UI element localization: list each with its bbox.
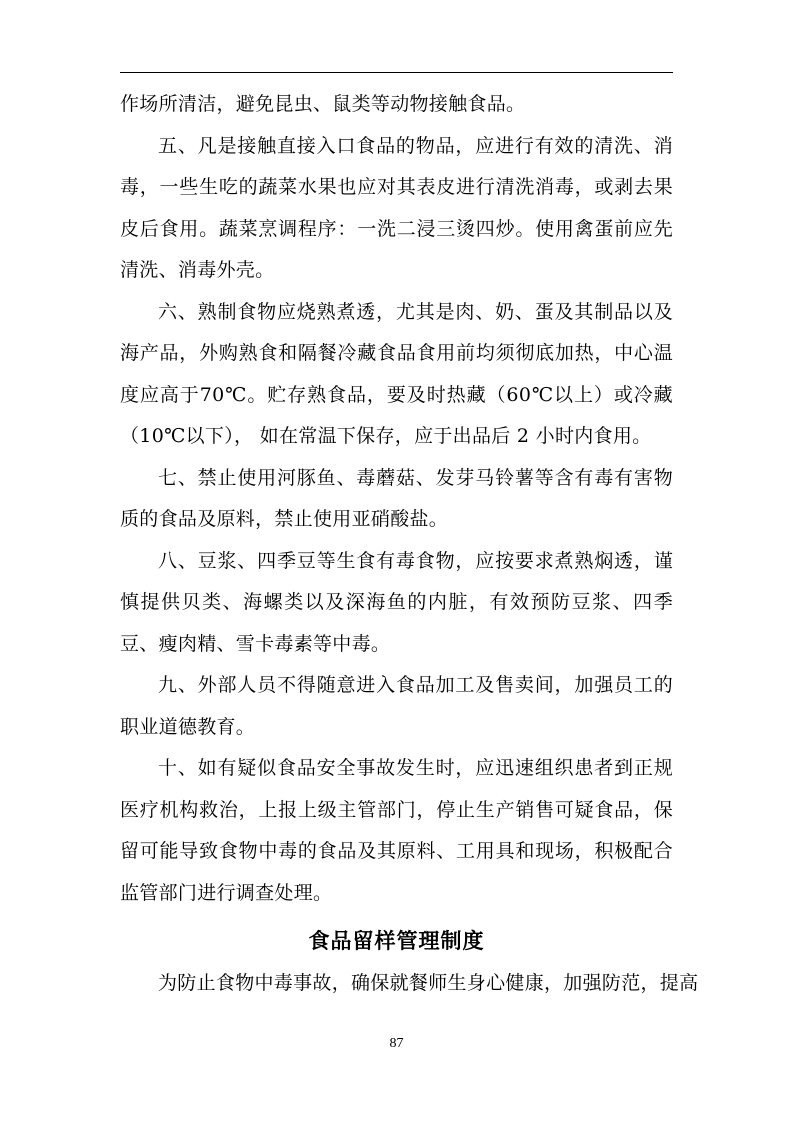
paragraph-item-8: 八、豆浆、四季豆等生食有毒食物，应按要求煮熟焖透，谨慎提供贝类、海螺类以及深海鱼的内脏，有效预防豆浆、四季豆、瘦肉精、雪卡毒素等中毒。 <box>120 549 673 655</box>
page-number: 87 <box>389 1036 404 1051</box>
intro-paragraph: 为防止食物中毒事故，确保就餐师生身心健康，加强防范，提高 <box>158 972 699 994</box>
paragraph-item-9: 九、外部人员不得随意进入食品加工及售卖间，加强员工的职业道德教育。 <box>120 674 673 738</box>
paragraph-continuation: 作场所清洁，避免昆虫、鼠类等动物接触食品。 <box>120 93 526 115</box>
paragraph-item-10: 十、如有疑似食品安全事故发生时，应迅速组织患者到正规医疗机构救治，上报上级主管部门，停止生产销售可疑食品，保留可能导致食物中毒的食品及其原料、工用具和现场，积极配合监管部门进行调查处理。 <box>120 757 673 904</box>
paragraph-item-5: 五、凡是接触直接入口食品的物品，应进行有效的清洗、消毒，一些生吃的蔬菜水果也应对其表皮进行清洗消毒，或剥去果皮后食用。蔬菜烹调程序：一洗二浸三烫四炒。使用禽蛋前应先清洗、消毒外壳。 <box>120 134 673 281</box>
paragraph-item-6: 六、熟制食物应烧熟煮透，尤其是肉、奶、蛋及其制品以及海产品，外购熟食和隔餐冷藏食品食用前均须彻底加热，中心温度应高于70℃。贮存熟食品，要及时热藏（60℃以上）或冷藏（10℃以下）， 如在常温下保存，应于出品后 2 小时内食用。 <box>120 300 673 447</box>
paragraph-item-7: 七、禁止使用河豚鱼、毒蘑菇、发芽马铃薯等含有毒有害物质的食品及原料，禁止使用亚硝酸盐。 <box>120 466 673 530</box>
header-rule <box>120 72 673 73</box>
section-title: 食品留样管理制度 <box>308 929 485 953</box>
document-body <box>120 84 673 914</box>
